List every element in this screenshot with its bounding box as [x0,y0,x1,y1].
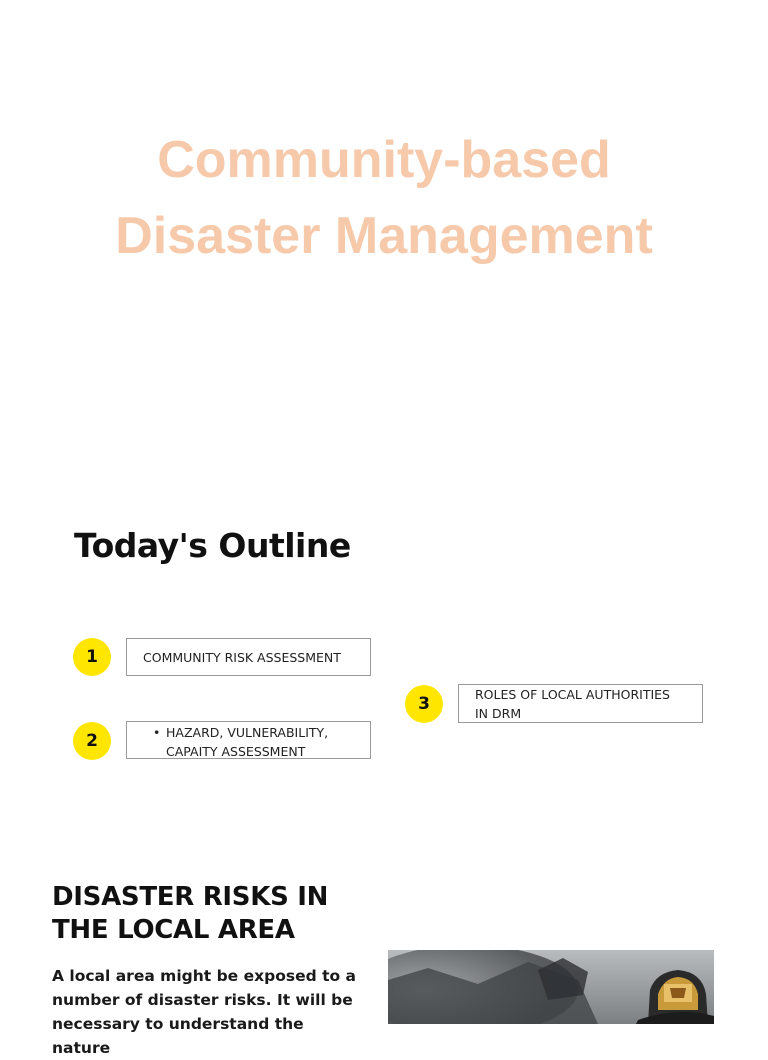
risks-heading [52,881,328,947]
outline-item-2 [126,721,371,759]
outline-item-2-line-2: CAPAITY ASSESSMENT [166,744,306,759]
document-title [0,122,768,274]
photo-illustration [388,950,714,1024]
bullet-point: • [153,725,161,740]
outline-item-3-line-2: IN DRM [475,706,522,721]
title-line-1: Community-based [157,131,611,189]
outline-number-3: 3 [405,685,443,723]
firefighter-helmet-photo [388,950,714,1024]
outline-number-2: 2 [73,722,111,760]
outline-number-1: 1 [73,638,111,676]
outline-item-1-text: COMMUNITY RISK ASSESSMENT [143,650,341,665]
outline-heading: Today's Outline [74,526,351,565]
outline-item-1 [126,638,371,676]
title-line-2: Disaster Management [115,207,653,265]
outline-item-2-line-1: HAZARD, VULNERABILITY, [166,725,329,740]
risks-heading-line-2: THE LOCAL AREA [52,915,295,945]
outline-item-3 [458,684,703,723]
outline-item-3-line-1: ROLES OF LOCAL AUTHORITIES [475,687,670,702]
risks-body-text: A local area might be exposed to a number of disaster risks. It will be necessary to understand the nature [52,967,356,1057]
risks-heading-line-1: DISASTER RISKS IN [52,882,329,912]
